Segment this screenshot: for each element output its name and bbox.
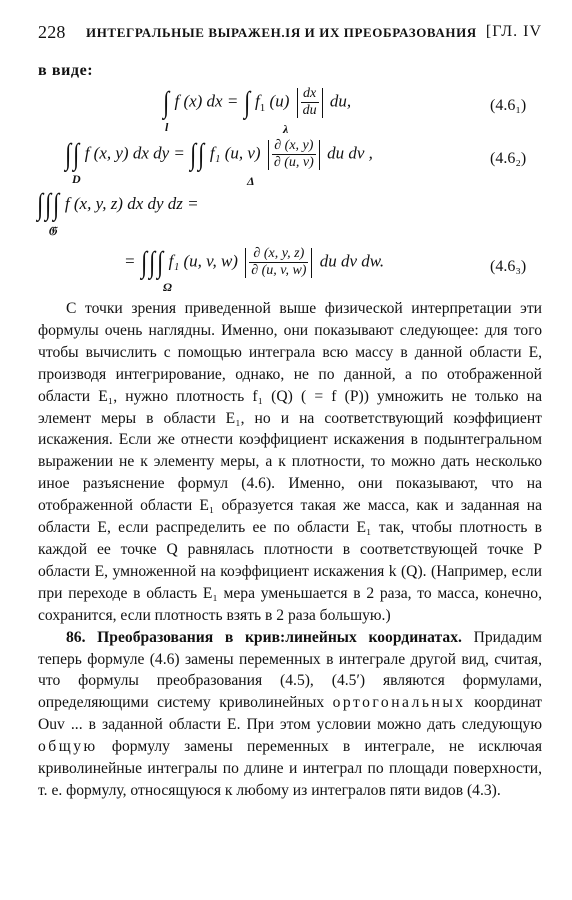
eq2-domain-left: D: [72, 172, 81, 186]
eq2-tail: du dv ,: [327, 143, 373, 163]
lead-text: в виде:: [38, 62, 94, 79]
integral-sign: ∫: [53, 188, 60, 221]
eq2-number: (4.6₂): [490, 150, 527, 167]
eq1-rhs-arg: (u): [265, 91, 290, 111]
spaced-word-general: общую: [38, 738, 98, 756]
integral-sign: ∫: [198, 137, 205, 171]
eq3-tail: du dv dw.: [319, 251, 385, 271]
eq2-frac-num: ∂ (x, y): [272, 138, 316, 155]
body-text: [38, 298, 542, 802]
chapter-label: [ГЛ. IV: [485, 23, 542, 40]
eq3-lhs: f (x, y, z) dx dy dz =: [64, 193, 199, 213]
spaced-word-orthogonal: ортогональных: [332, 694, 466, 712]
integral-sign: ∫: [157, 245, 164, 279]
integral-sign: ∫: [37, 188, 44, 221]
abs-bar: [245, 248, 246, 278]
eq1-frac-den: du: [302, 103, 317, 118]
eq1-rhs-sub: 1: [259, 101, 266, 114]
eq2-lhs: f (x, y) dx dy =: [84, 143, 185, 163]
abs-bar: [297, 88, 298, 118]
eq1-lhs: f (x) dx =: [174, 91, 239, 111]
eq1-frac-num: dx: [301, 86, 319, 103]
eq2-domain-right: Δ: [247, 174, 255, 188]
integral-sign: ∫: [140, 245, 147, 279]
equation-4-6-1: [162, 86, 351, 119]
eq1-domain-right: λ: [283, 122, 289, 136]
equation-4-6-3-line2: [124, 246, 384, 279]
section-text-a: Придадим теперь формуле (4.6) замены переменных в интеграле другой вид, считая, что формулы преобразования (4.5), (4.5′) являются формулами, определяющими систему криволинейных: [38, 628, 542, 712]
abs-bar: [319, 140, 320, 170]
eq3-frac-num: ∂ (x, y, z): [249, 246, 308, 263]
abs-bar: [268, 140, 269, 170]
section-paragraph: [38, 627, 542, 802]
eq3-number: (4.6₃): [490, 258, 527, 275]
eq1-domain-left: l: [165, 120, 169, 134]
section-text-b: координат Ouv ... в заданной области E. При этом условии можно дать следующую: [38, 694, 542, 734]
eq2-frac-den: ∂ (u, v): [273, 155, 314, 170]
eq1-number: (4.6₁): [490, 97, 527, 114]
eq3-frac-den: ∂ (u, v, w): [251, 263, 307, 278]
abs-bar: [311, 248, 312, 278]
integral-sign: ∫: [243, 85, 250, 119]
running-header: [38, 22, 542, 46]
page-number: 228: [38, 22, 66, 42]
integral-sign: ∫: [73, 137, 80, 171]
integral-sign: ∫: [190, 137, 197, 171]
equation-4-6-2: [64, 138, 373, 171]
eq1-fraction: [301, 86, 319, 119]
abs-bar: [322, 88, 323, 118]
equation-4-6-3-line1: [36, 190, 199, 220]
eq3-rhs: f₁ (u, v, w): [168, 251, 238, 271]
integral-sign: ∫: [163, 85, 170, 119]
section-heading: 86. Преобразования в крив:линейных координатах.: [66, 628, 462, 646]
eq3-fraction: [249, 246, 308, 279]
integral-sign: ∫: [45, 188, 52, 221]
eq1-tail: du,: [329, 91, 352, 111]
eq1-rhs-f: f: [255, 91, 260, 111]
eq2-fraction: [272, 138, 316, 171]
eq2-rhs: f₁ (u, v): [209, 143, 261, 163]
section-text-c: формулу замены переменных в интеграле, не исключая криволинейные интегралы по длине и интеграл по площади поверхности, т. е. формулу, относящуюся к любому из интегралов пяти видов (4.3).: [38, 738, 542, 799]
eq3-equals: =: [124, 251, 140, 271]
eq3-domain-left: 𝔊: [48, 224, 57, 238]
running-title: ИНТЕГРАЛЬНЫЕ ВЫРАЖЕН.IЯ И ИХ ПРЕОБРАЗОВАНИЯ: [86, 25, 477, 40]
eq3-domain-right: Ω: [163, 280, 172, 294]
integral-sign: ∫: [148, 245, 156, 279]
paragraph: С точки зрения приведенной выше физической интерпретации эти формулы очень наглядны. Именно, они показывают следующее: для того чтобы вычислить с помощью интеграла всю массу в данной области E, производя интегрирование, однако, не по данной, а по отображенной области E₁, нужно плотность f₁ (Q) ( = f (P)) умножить не только на элемент меры в области E₁, но и на соответствующий коэффициент искажения. Если же отнести коэффициент искажения в подынтегральном выражении не к элементу меры, а к плотности, то можно дать несколько иное разъяснение формул (4.6). Именно, они показывают, что на отображенной области E₁ образуется такая же масса, как и заданная на области E, если распределить ее по области E₁ так, чтобы плотность в каждой ее точке Q равнялась плотности в соответствующей точке P области E, умноженной на коэффициент искажения k (Q). (Например, если при переходе в область E₁ мера уменьшается в 2 раза, то масса, конечно, сохранится, если плотность взять в 2 раза большую.): [38, 300, 542, 624]
integral-sign: ∫: [65, 137, 72, 171]
